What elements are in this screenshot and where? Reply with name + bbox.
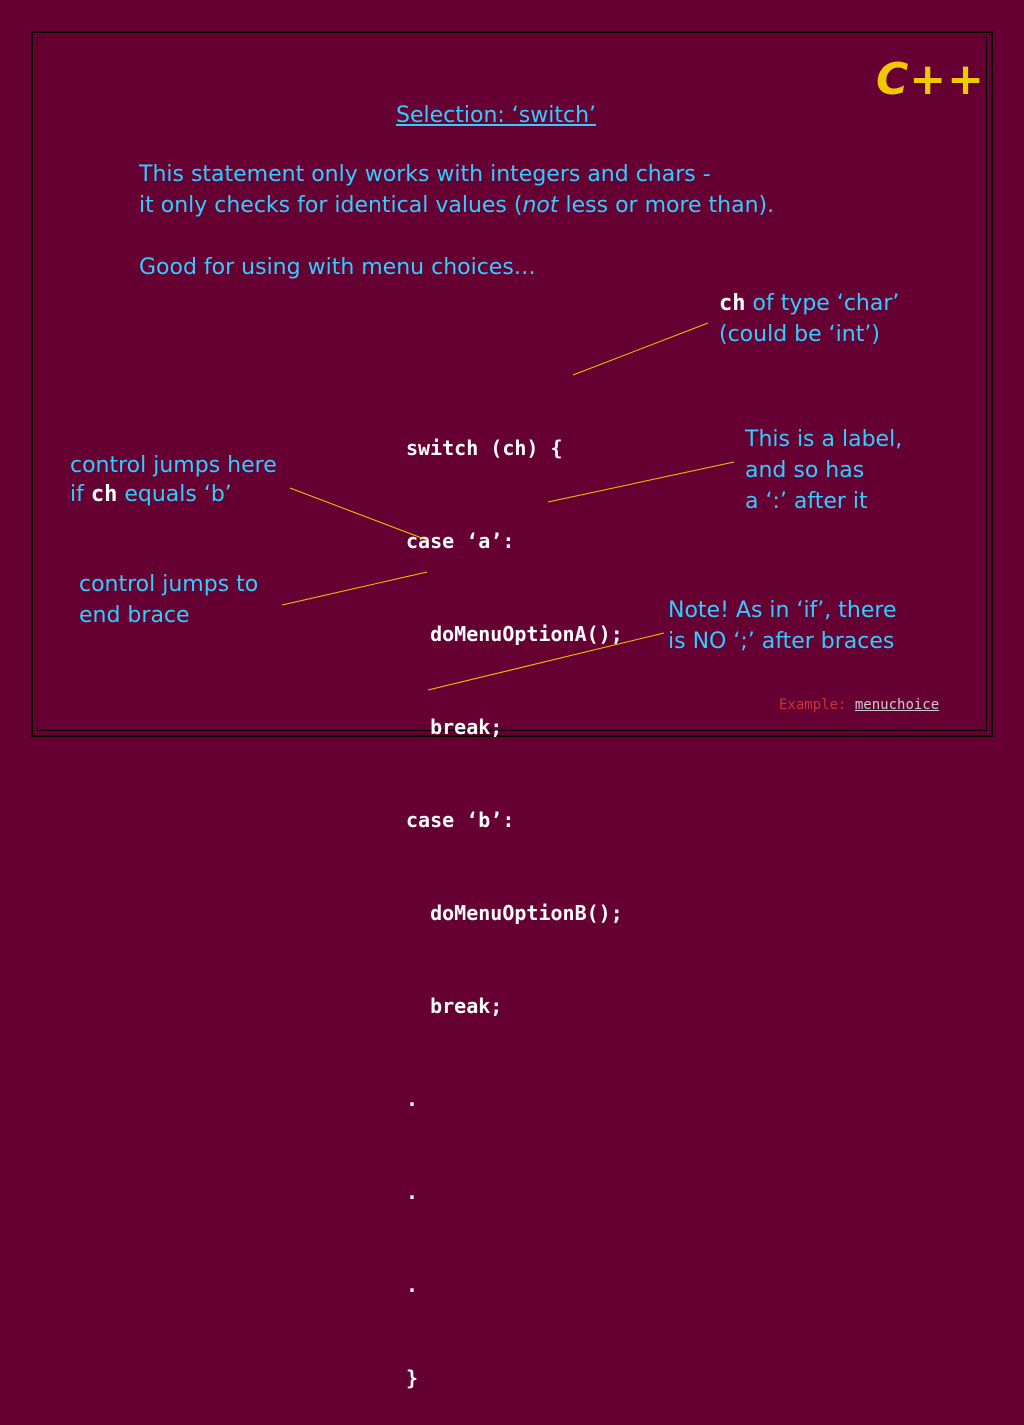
- leader-line-jumps-end: [282, 572, 427, 605]
- code-line: .: [406, 1180, 419, 1204]
- code-line: doMenuOptionA();: [406, 622, 623, 646]
- code-line: }: [406, 1366, 419, 1390]
- note-jumps-end-line-2: end brace: [79, 603, 190, 628]
- code-line: switch (ch) {: [406, 436, 563, 460]
- note-jumps-here-equals: equals ‘b’: [117, 482, 232, 507]
- leader-line-ch: [573, 323, 708, 375]
- note-label-line-2: and so has: [745, 458, 865, 483]
- code-line: .: [406, 1087, 419, 1111]
- leader-line-jumps-here: [290, 488, 427, 540]
- leader-line-no-semicolon: [428, 633, 664, 690]
- note-ch-code: ch: [719, 291, 746, 316]
- leader-line-label: [548, 462, 734, 502]
- example-link-menuchoice[interactable]: menuchoice: [854, 697, 940, 713]
- intro-line-2-end: less or more than).: [558, 193, 775, 218]
- intro-line-1: This statement only works with integers and chars -: [139, 162, 711, 187]
- intro-line-2-start: it only checks for identical values (: [139, 193, 523, 218]
- code-line: .: [406, 1273, 419, 1297]
- note-jumps-end-line-1: control jumps to: [79, 572, 259, 597]
- note-ch-type-line-2: (could be ‘int’): [719, 322, 880, 347]
- cpp-logo: C++: [876, 54, 986, 105]
- note-no-semicolon-line-1: Note! As in ‘if’, there: [668, 598, 897, 623]
- note-no-semicolon-line-2: is NO ‘;’ after braces: [668, 629, 895, 654]
- code-line: break;: [406, 994, 503, 1018]
- note-label-line-3: a ‘:’ after it: [745, 489, 868, 514]
- example-footer: [779, 697, 939, 713]
- note-jumps-here-if: if: [70, 482, 91, 507]
- code-line: break;: [406, 715, 503, 739]
- note-jumps-here-ch-code: ch: [90, 482, 118, 507]
- code-line: case ‘b’:: [406, 808, 515, 832]
- intro-line-3: Good for using with menu choices…: [139, 255, 536, 280]
- code-line: doMenuOptionB();: [406, 901, 623, 925]
- slide-title: Selection: ‘switch’: [396, 103, 597, 128]
- example-label: Example:: [779, 697, 847, 713]
- intro-line-2-emphasis: not: [522, 193, 559, 218]
- code-line: case ‘a’:: [406, 529, 515, 553]
- note-label-line-1: This is a label,: [745, 427, 903, 452]
- note-jumps-here-line-1: control jumps here: [70, 453, 277, 478]
- note-ch-type-text: of type ‘char’: [745, 291, 900, 316]
